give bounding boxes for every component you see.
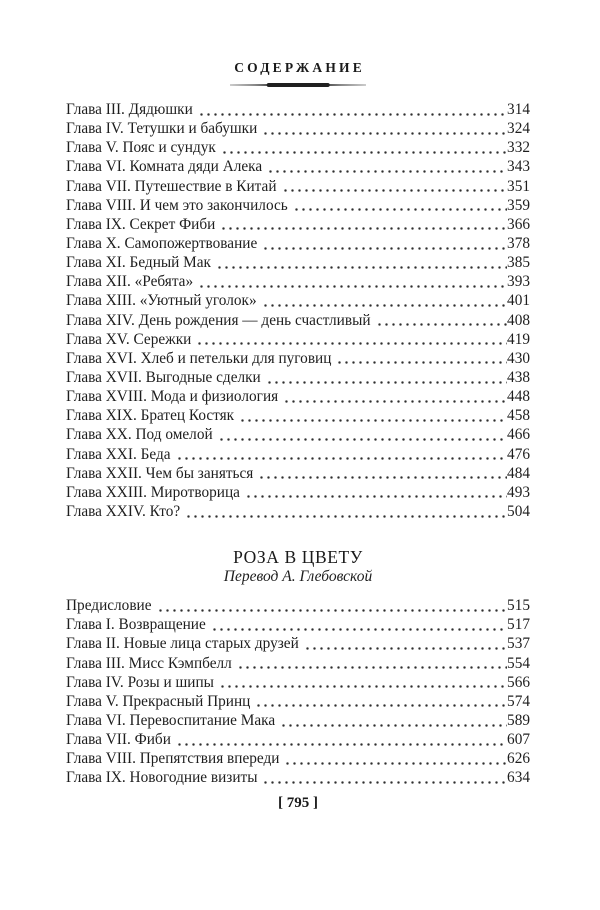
toc-part1-list [66,100,530,521]
toc-entry-title: Глава III. Мисс Кэмпбелл [66,654,232,672]
page-number-footer: [ 795 ] [278,794,318,811]
toc-entry [66,196,530,215]
dot-leader [198,272,507,291]
toc-entry-title: Глава V. Пояс и сундук [66,139,216,157]
toc-entry-page-number: 589 [507,711,530,729]
toc-entry-title: Глава III. Дядюшки [66,101,193,118]
toc-entry-page-number: 458 [507,407,530,425]
toc-entry-page-number: 419 [507,330,530,348]
dot-leader [237,654,507,673]
toc-entry-title: Глава XXII. Чем бы заняться [66,464,254,482]
dot-leader [293,196,507,215]
toc-entry-title: Глава XIII. «Уютный уголок» [66,292,257,310]
toc-entry [66,234,530,253]
toc-entry [66,502,530,521]
toc-entry-title: Глава V. Прекрасный Принц [66,692,251,710]
toc-entry-page-number: 493 [507,483,530,501]
toc-entry-title: Глава VII. Путешествие в Китай [66,177,277,195]
part2-translator-subtitle: Перевод А. Глебовской [223,568,373,586]
toc-entry [66,634,530,653]
toc-entry-page-number: 504 [507,502,530,520]
dot-leader [376,311,507,330]
toc-entry-title: Глава XXI. Беда [66,445,171,463]
dot-leader [157,596,508,615]
toc-entry [66,596,530,615]
toc-entry-page-number: 351 [507,177,530,195]
part2-title: РОЗА В ЦВЕТУ [233,547,363,568]
toc-entry-title: Глава X. Самопожертвование [66,234,258,252]
toc-entry-page-number: 566 [507,673,530,691]
toc-entry [66,673,530,692]
toc-entry-title: Глава IX. Секрет Фиби [66,215,216,233]
dot-leader [258,464,507,483]
toc-entry [66,291,530,310]
toc-entry-page-number: 408 [507,311,530,329]
toc-entry [66,330,530,349]
toc-entry-page-number: 515 [507,597,530,615]
dot-leader [283,387,507,406]
toc-entry-title: Глава I. Возвращение [66,616,206,634]
toc-entry-page-number: 343 [507,158,530,176]
dot-leader [219,673,507,692]
toc-entry [66,311,530,330]
toc-entry-page-number: 466 [507,426,530,444]
toc-entry [66,425,530,444]
toc-entry-title: Предисловие [66,597,152,615]
dot-leader [266,368,507,387]
toc-entry-page-number: 537 [507,635,530,653]
toc-entry [66,654,530,673]
page-title: СОДЕРЖАНИЕ [234,60,365,75]
toc-entry [66,768,530,787]
toc-entry [66,406,530,425]
dot-leader [262,291,507,310]
toc-entry-page-number: 378 [507,234,530,252]
part2-heading [66,547,530,586]
toc-entry [66,615,530,634]
toc-entry-title: Глава XVII. Выгодные сделки [66,368,261,386]
toc-entry-title: Глава VIII. И чем это закончилось [66,196,288,214]
toc-part2-list [66,596,530,787]
toc-entry-page-number: 324 [507,120,530,138]
toc-entry-title: Глава XVIII. Мода и физиология [66,388,279,406]
toc-entry [66,711,530,730]
toc-entry-title: Глава XX. Под омелой [66,426,213,444]
dot-leader [280,711,507,730]
dot-leader [185,502,507,521]
toc-entry-page-number: 314 [507,101,530,118]
toc-entry-title: Глава IV. Тетушки и бабушки [66,120,258,138]
toc-entry-page-number: 517 [507,616,530,634]
dot-leader [262,234,507,253]
toc-entry-title: Глава VI. Комната дяди Алека [66,158,263,176]
toc-entry-page-number: 607 [507,731,530,749]
toc-entry-title: Глава VII. Фиби [66,731,171,749]
toc-entry-title: Глава IX. Новогодние визиты [66,769,258,787]
dot-leader [282,177,508,196]
toc-entry-title: Глава XXIII. Миротворица [66,483,240,501]
toc-entry-title: Глава IV. Розы и шипы [66,673,214,691]
toc-entry-page-number: 448 [507,388,530,406]
toc-entry-title: Глава XIX. Братец Костяк [66,407,235,425]
page-header [66,60,530,87]
toc-entry [66,464,530,483]
toc-entry-title: Глава VIII. Препятствия впереди [66,750,280,768]
toc-entry-page-number: 438 [507,368,530,386]
toc-entry [66,730,530,749]
toc-entry-page-number: 332 [507,139,530,157]
dot-leader [336,349,507,368]
toc-entry-title: Глава VI. Перевоспитание Мака [66,711,276,729]
dot-leader [304,634,507,653]
dot-leader [255,692,507,711]
toc-entry-page-number: 476 [507,445,530,463]
toc-entry [66,349,530,368]
dot-leader [218,425,507,444]
toc-entry-page-number: 366 [507,215,530,233]
dot-leader [216,253,507,272]
toc-entry-page-number: 554 [507,654,530,672]
dot-leader [245,483,507,502]
toc-entry-page-number: 626 [507,750,530,768]
dot-leader [196,330,507,349]
toc-entry-page-number: 484 [507,464,530,482]
toc-entry [66,100,530,119]
toc-entry-page-number: 634 [507,769,530,787]
ornament-center-bar [267,83,330,87]
toc-entry [66,483,530,502]
toc-entry [66,177,530,196]
toc-entry-page-number: 430 [507,349,530,367]
toc-entry-page-number: 574 [507,692,530,710]
toc-entry-page-number: 393 [507,273,530,291]
ornament-divider [230,82,366,87]
dot-leader [267,157,507,176]
toc-entry [66,692,530,711]
dot-leader [211,615,507,634]
toc-entry-title: Глава XXIV. Кто? [66,502,181,520]
dot-leader [239,406,507,425]
toc-entry-title: Глава XII. «Ребята» [66,273,194,291]
toc-entry [66,119,530,138]
toc-entry-title: Глава II. Новые лица старых друзей [66,635,299,653]
dot-leader [220,215,507,234]
toc-entry-page-number: 385 [507,254,530,272]
toc-entry [66,445,530,464]
toc-entry [66,387,530,406]
toc-entry [66,138,530,157]
toc-entry [66,253,530,272]
toc-entry [66,749,530,768]
toc-entry [66,368,530,387]
toc-entry-page-number: 401 [507,292,530,310]
toc-entry-page-number: 359 [507,196,530,214]
dot-leader [262,768,507,787]
dot-leader [284,749,507,768]
dot-leader [176,730,507,749]
toc-entry [66,272,530,291]
toc-entry-title: Глава XIV. День рождения — день счастливый [66,311,371,329]
dot-leader [262,119,507,138]
dot-leader [198,100,507,119]
toc-entry-title: Глава XI. Бедный Мак [66,254,211,272]
dot-leader [221,138,507,157]
dot-leader [176,445,508,464]
toc-entry-title: Глава XVI. Хлеб и петельки для пуговиц [66,349,332,367]
toc-entry [66,215,530,234]
toc-entry-title: Глава XV. Сережки [66,330,192,348]
toc-entry [66,157,530,176]
